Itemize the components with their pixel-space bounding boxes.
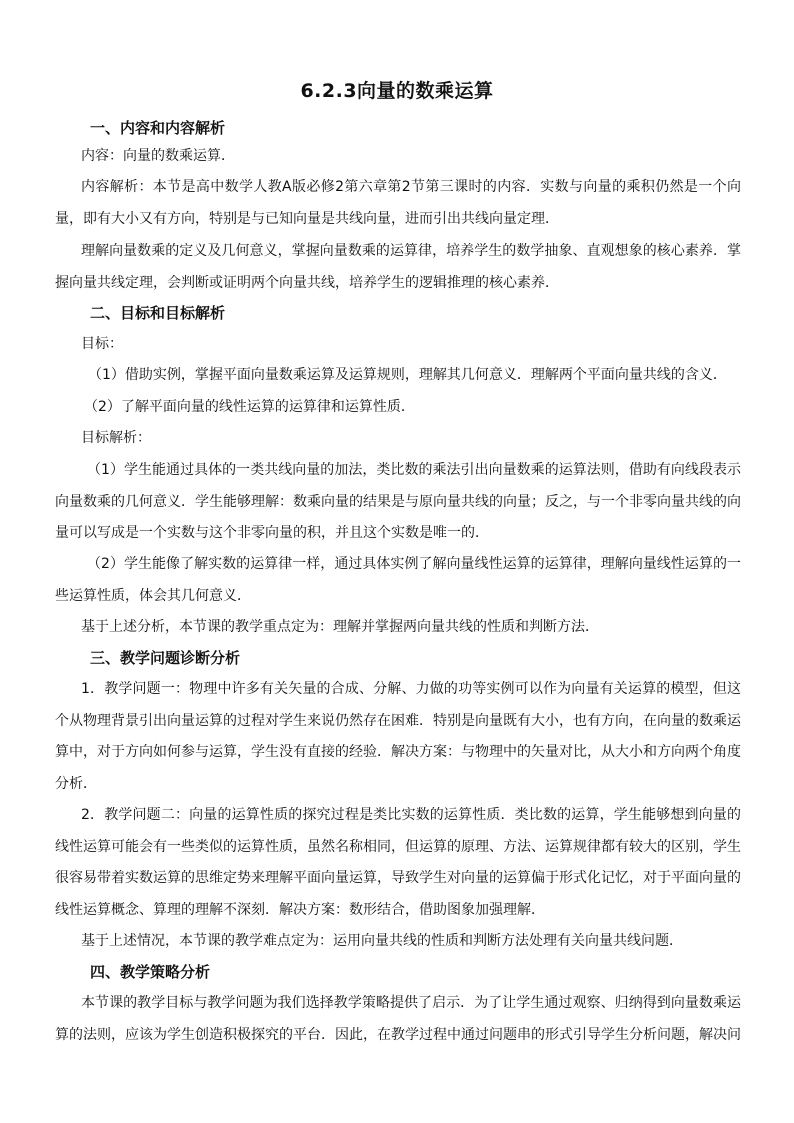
paragraph-problem-1: 1．教学问题一：物理中许多有关矢量的合成、分解、力做的功等实例可以作为向量有关运算的模型，但这个从物理背景引出向量运算的过程对学生来说仍然存在困难．特别是向量既有大小，也有方向，在向量的数乘运算中，对于方向如何参与运算，学生没有直接的经验．解决方案：与物理中的矢量对比，从大小和方向两个角度分析． [55,681,741,792]
paragraph-goal-2: （2）了解平面向量的线性运算的运算律和运算性质． [84,399,415,415]
paragraph-content: 内容：向量的数乘运算． [81,148,235,164]
paragraph-goal-analysis-2: （2）学生能像了解实数的运算律一样，通过具体实例了解向量线性运算的运算律，理解向量线性运算的一些运算性质，体会其几何意义． [55,556,741,604]
section-heading-3: 三、教学问题诊断分析 [90,649,241,667]
paragraph-content-analysis: 内容解析：本节是高中数学人教A版必修2第六章第2节第三课时的内容．实数与向量的乘积仍然是一个向量，即有大小又有方向，特别是与已知向量是共线向量，进而引出共线向量定理． [55,179,741,227]
paragraph-goal-analysis-label: 目标解析： [81,430,151,446]
paragraph-problem-2: 2．教学问题二：向量的运算性质的探究过程是类比实数的运算性质．类比数的运算，学生能够想到向量的线性运算可能会有一些类似的运算性质，虽然名称相同，但运算的原理、方法、运算规律都有较大的区别，学生很容易带着实数运算的思维定势来理解平面向量运算，导致学生对向量的运算偏于形式化记忆，对于平面向量的线性运算概念、算理的理解不深刻．解决方案：数形结合，借助图象加强理解． [55,807,741,918]
document-title: 6.2.3向量的数乘运算 [300,80,494,102]
paragraph-goals-label: 目标： [81,336,123,352]
paragraph-understanding: 理解向量数乘的定义及几何意义，掌握向量数乘的运算律，培养学生的数学抽象、直观想象的核心素养．掌握向量共线定理，会判断或证明两个向量共线，培养学生的逻辑推理的核心素养． [55,243,741,291]
section-heading-2: 二、目标和目标解析 [90,304,226,322]
paragraph-goal-analysis-1: （1）学生能通过具体的一类共线向量的加法，类比数的乘法引出向量数乘的运算法则，借助有向线段表示向量数乘的几何意义．学生能够理解：数乘向量的结果是与原向量共线的向量；反之，与一个非零向量共线的向量可以写成是一个实数与这个非零向量的积，并且这个实数是唯一的． [55,462,741,541]
section-heading-1: 一、内容和内容解析 [90,119,226,137]
section-heading-4: 四、教学策略分析 [90,963,211,981]
paragraph-strategy: 本节课的教学目标与教学问题为我们选择教学策略提供了启示．为了让学生通过观察、归纳得到向量数乘运算的法则，应该为学生创造积极探究的平台．因此，在教学过程中通过问题串的形式引导学生分析问题，解决问 [55,995,741,1043]
paragraph-goal-1: （1）借助实例，掌握平面向量数乘运算及运算规则，理解其几何意义．理解两个平面向量共线的含义． [88,367,727,383]
paragraph-teaching-difficulty: 基于上述情况，本节课的教学难点定为：运用向量共线的性质和判断方法处理有关向量共线问题． [81,933,683,949]
paragraph-teaching-focus: 基于上述分析，本节课的教学重点定为：理解并掌握两向量共线的性质和判断方法． [81,619,599,635]
